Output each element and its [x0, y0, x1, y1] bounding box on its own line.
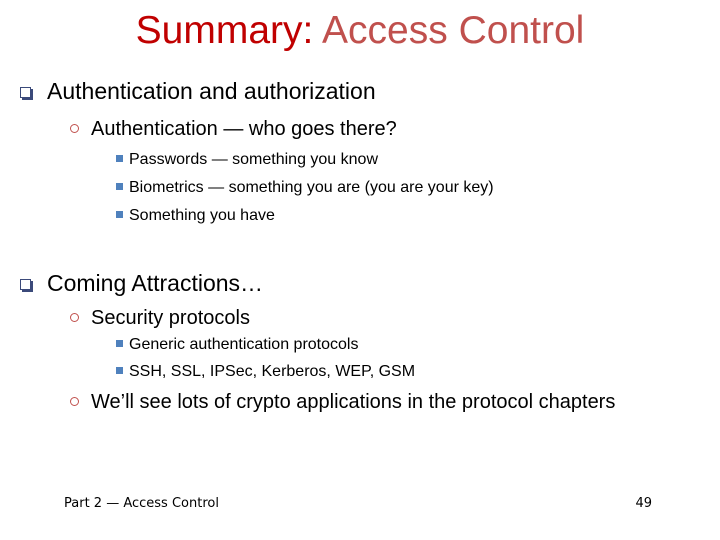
page-number: 49 — [635, 496, 652, 511]
square-bullet-icon — [20, 279, 31, 290]
bullet-item-passwords — [116, 150, 378, 170]
bullet-item-protocol-list — [116, 362, 415, 382]
bullet-item-authentication — [70, 117, 397, 141]
bullet-text: Authentication — who goes there? — [91, 118, 397, 140]
bullet-item-biometrics — [116, 178, 494, 198]
bullet-text: Something you have — [129, 207, 275, 224]
small-square-bullet-icon — [116, 155, 123, 162]
bullet-item-coming-attractions — [20, 269, 263, 297]
small-square-bullet-icon — [116, 211, 123, 218]
bullet-text: We’ll see lots of crypto applications in the protocol chapters — [91, 391, 616, 413]
bullet-item-generic-auth-protocols — [116, 335, 358, 355]
small-square-bullet-icon — [116, 367, 123, 374]
slide-title-part1: Summary: — [135, 9, 323, 52]
small-square-bullet-icon — [116, 340, 123, 347]
bullet-item-crypto-applications — [70, 390, 615, 414]
bullet-text: Biometrics — something you are (you are your key) — [129, 179, 494, 196]
circle-bullet-icon — [70, 397, 79, 406]
bullet-text: Security protocols — [91, 307, 250, 329]
footer-text: Part 2 — Access Control — [64, 496, 219, 511]
bullet-text: Authentication and authorization — [47, 78, 376, 104]
circle-bullet-icon — [70, 124, 79, 133]
bullet-text: Generic authentication protocols — [129, 336, 359, 353]
bullet-item-security-protocols — [70, 306, 250, 330]
slide-title-part2: Access Control — [322, 9, 585, 52]
slide-title — [0, 6, 720, 56]
bullet-text: Coming Attractions… — [47, 270, 264, 296]
circle-bullet-icon — [70, 313, 79, 322]
bullet-text: Passwords — something you know — [129, 151, 378, 168]
bullet-item-authentication-authorization — [20, 77, 376, 105]
small-square-bullet-icon — [116, 183, 123, 190]
bullet-text: SSH, SSL, IPSec, Kerberos, WEP, GSM — [129, 363, 416, 380]
bullet-item-something-you-have — [116, 206, 275, 226]
square-bullet-icon — [20, 87, 31, 98]
